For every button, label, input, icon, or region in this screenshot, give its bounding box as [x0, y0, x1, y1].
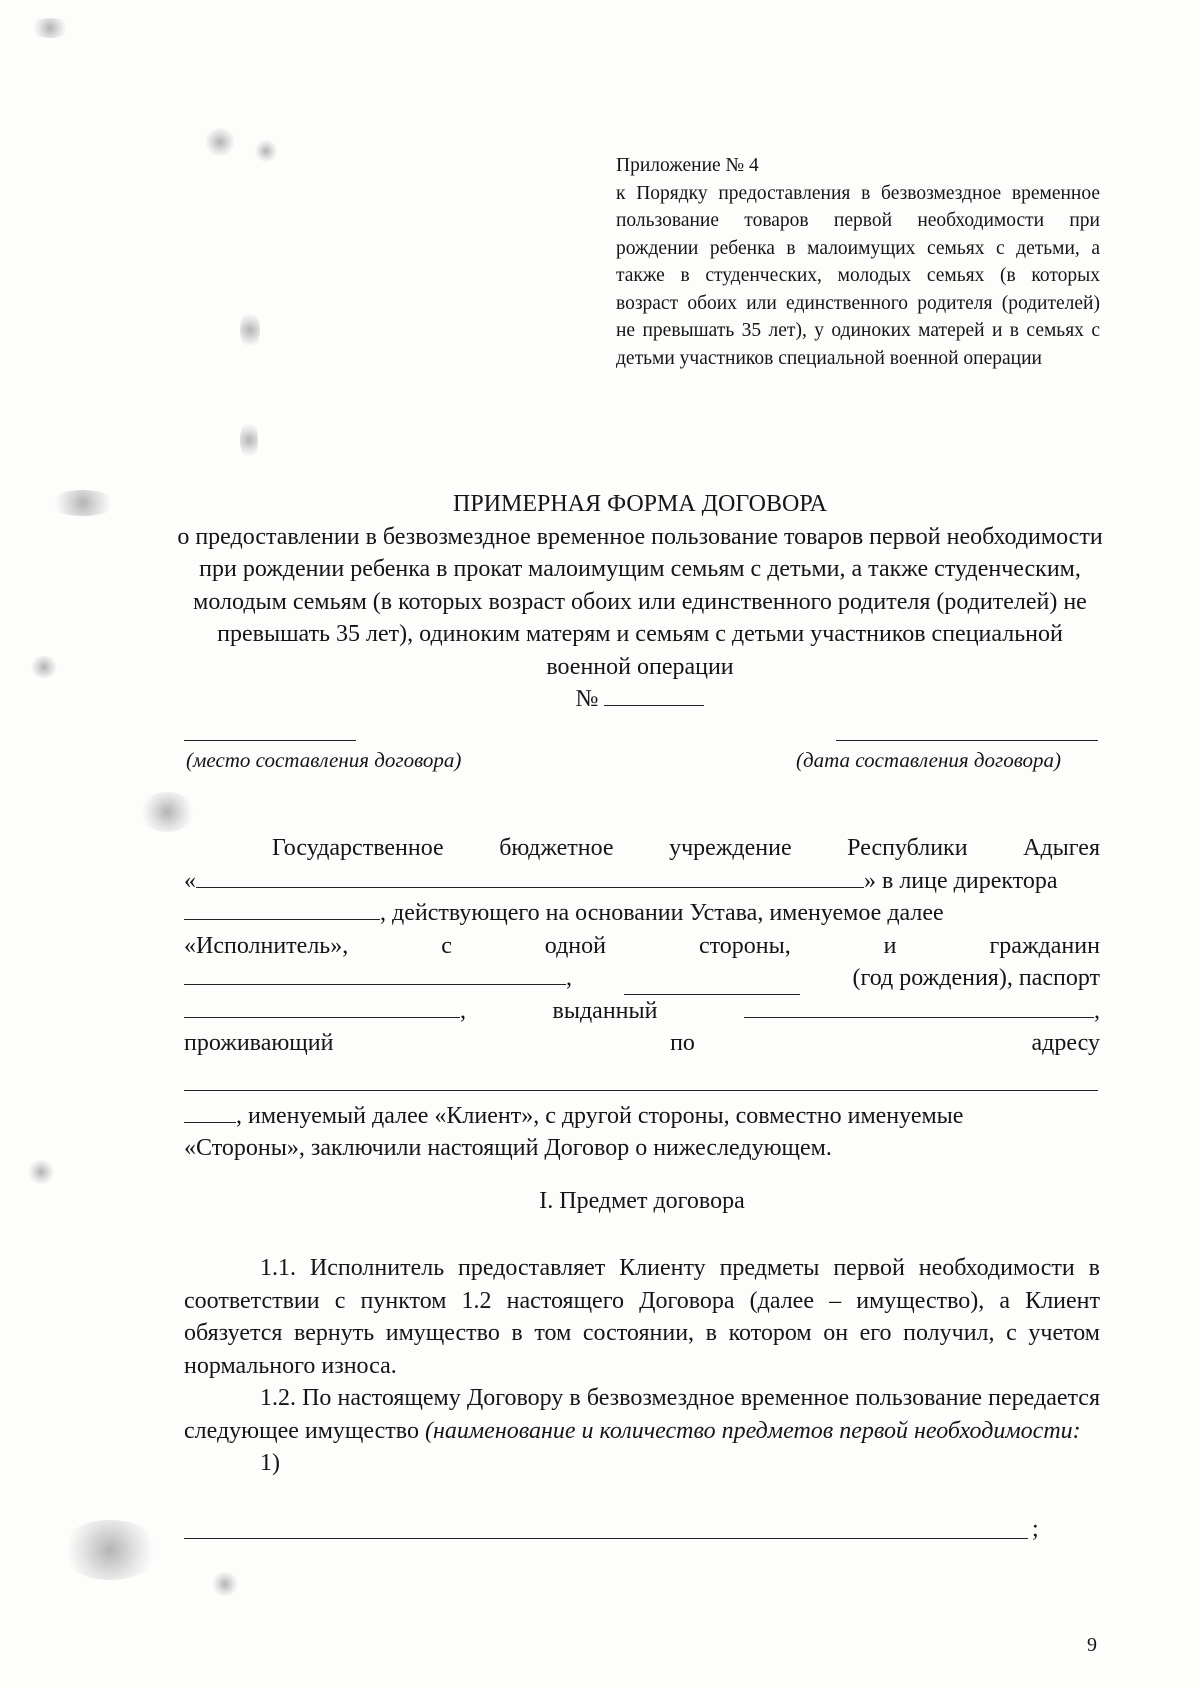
item1-semicolon: ;	[1032, 1516, 1039, 1542]
parties-agreement-text: «Стороны», заключили настоящий Договор о нижеследующем.	[184, 1135, 832, 1161]
page-number: 9	[1087, 1634, 1097, 1656]
party-row	[184, 995, 1100, 1028]
party-word: «Исполнитель»,	[184, 932, 349, 959]
party-row	[184, 832, 1100, 865]
scan-speck	[48, 490, 118, 516]
party-word: по	[670, 1030, 695, 1056]
party-word: с	[441, 932, 452, 959]
institution-name-blank[interactable]	[196, 865, 864, 888]
section-title: I. Предмет договора	[539, 1188, 745, 1214]
scan-speck	[60, 1520, 160, 1580]
list-item: 1)	[260, 1450, 280, 1476]
date-caption: (дата составления договора)	[796, 748, 1062, 772]
contract-number-blank[interactable]	[604, 683, 704, 706]
party-word: адресу	[1031, 1030, 1100, 1056]
party-word: Республики	[847, 835, 968, 861]
scan-speck	[30, 18, 70, 38]
party-word: и	[883, 932, 897, 959]
appendix-text: к Порядку предоставления в безвозмездное временное пользование товаров первой необходимости при рождении ребенка в малоимущих семьях с детьми, а также в студенческих, молодых семьях (в которых возраст обоих или единственного родителя (родителей) не превышать 35 лет), у одиноких матерей и в семьях с детьми участников специальной военной операции	[616, 182, 1100, 369]
scan-speck	[28, 1160, 54, 1184]
place-caption: (место составления договора)	[186, 748, 462, 772]
appendix-header	[616, 152, 1100, 372]
scan-speck	[30, 656, 58, 678]
document-title: ПРИМЕРНАЯ ФОРМА ДОГОВОРА	[453, 491, 827, 517]
citizen-name-blank[interactable]	[184, 962, 566, 985]
birth-passport-text: (год рождения), паспорт	[852, 965, 1100, 991]
client-text: , именуемый далее «Клиент», с другой стороны, совместно именуемые	[236, 1102, 964, 1129]
party-row	[184, 962, 1100, 995]
director-text: » в лице директора	[864, 867, 1058, 894]
scan-speck	[212, 1572, 238, 1596]
parties-paragraph	[184, 832, 1100, 1165]
director-name-blank[interactable]	[184, 897, 380, 920]
party-word: Государственное	[272, 835, 444, 861]
issued-text: выданный	[552, 997, 658, 1024]
open-quote: «	[184, 867, 196, 894]
party-word: бюджетное	[499, 835, 614, 861]
clause-1-1: 1.1. Исполнитель предоставляет Клиенту предметы первой необходимости в соответствии с пунктом 1.2 настоящего Договора (далее – имущество), а Клиент обязуется вернуть имущество в том состоянии, в котором он его получил, с учетом нормального износа.	[184, 1255, 1100, 1379]
passport-number-blank[interactable]	[184, 995, 460, 1018]
scan-speck	[240, 310, 260, 350]
party-row	[184, 930, 1100, 963]
address-blank-cont[interactable]	[184, 1100, 236, 1123]
comma: ,	[566, 965, 572, 991]
document-title-block	[176, 488, 1104, 716]
scan-speck	[240, 420, 258, 460]
party-row	[184, 1132, 1100, 1165]
number-sign: №	[575, 686, 599, 712]
appendix-number: Приложение № 4	[616, 155, 759, 176]
comma: ,	[1093, 997, 1100, 1024]
party-row	[184, 865, 1100, 898]
clause-1-2-italic: (наименование и количество предметов первой необходимости:	[424, 1417, 1081, 1444]
passport-issuer-blank[interactable]	[744, 995, 1094, 1018]
contract-number-line	[176, 683, 1104, 716]
party-word: Адыгея	[1023, 835, 1100, 861]
party-word: одной	[544, 932, 606, 959]
party-row	[184, 897, 1100, 930]
date-blank[interactable]	[836, 740, 1098, 741]
party-row	[184, 1060, 1100, 1100]
party-word: стороны,	[698, 932, 791, 959]
birth-year-blank[interactable]	[624, 972, 800, 995]
party-word: гражданин	[989, 932, 1100, 959]
section-body	[184, 1252, 1100, 1480]
comma: ,	[460, 997, 466, 1024]
address-blank[interactable]	[184, 1060, 1098, 1091]
clause-1-2-text: 1.2. По настоящему Договору в безвозмездное временное пользование передается следующее имущество	[184, 1385, 1100, 1444]
scan-speck	[255, 140, 277, 162]
document-subtitle: о предоставлении в безвозмездное временное пользование товаров первой необходимости при рождении ребенка в прокат малоимущим семьям с детьми, а также студенческим, молодым семьям (в которых возраст обоих или единственного родителя (родителей) не превышать 35 лет), одиноким матерям и семьям с детьми участников специальной военной операции	[177, 523, 1103, 680]
item1-blank[interactable]	[184, 1538, 1028, 1539]
party-row	[184, 1027, 1100, 1060]
scan-speck	[140, 792, 195, 832]
party-row	[184, 1100, 1100, 1133]
clause-1-2	[184, 1382, 1100, 1447]
place-blank[interactable]	[184, 740, 356, 741]
party-word: проживающий	[184, 1030, 334, 1056]
party-word: учреждение	[669, 835, 792, 861]
scan-speck	[205, 128, 235, 156]
acting-text: , действующего на основании Устава, именуемое далее	[380, 900, 944, 926]
